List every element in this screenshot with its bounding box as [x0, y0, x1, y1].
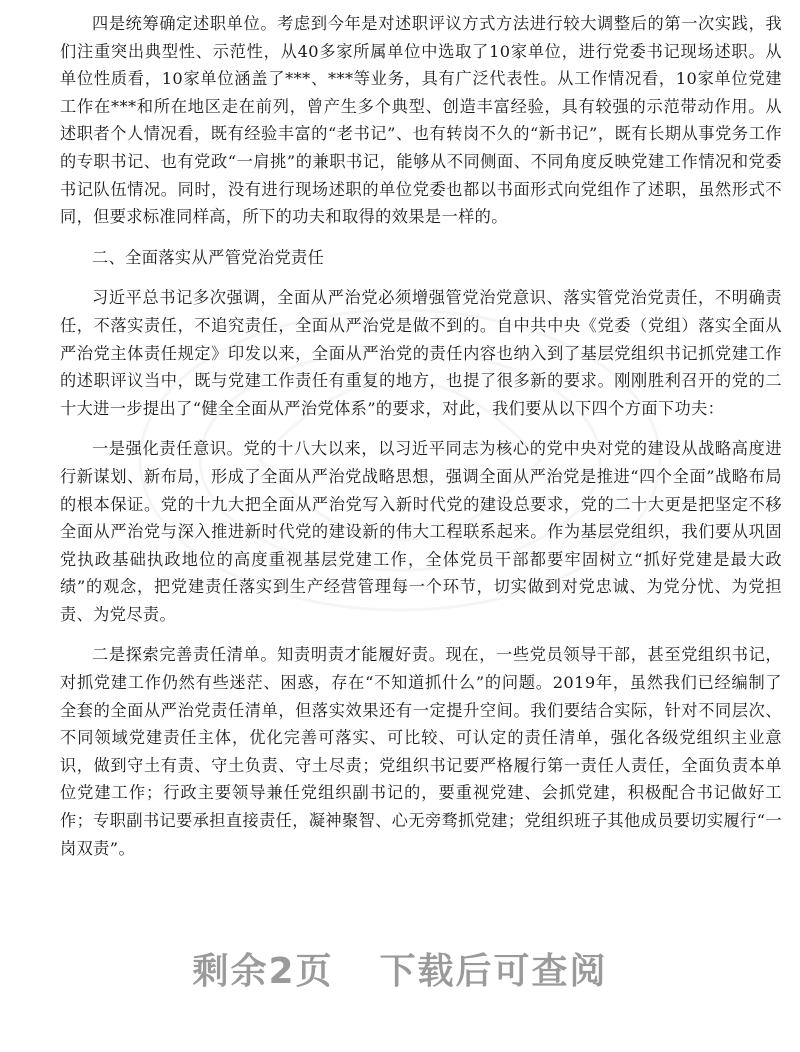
section-heading: 二、全面落实从严管党治党责任	[92, 247, 325, 267]
paragraph-3: 一是强化责任意识。党的十八大以来，以习近平同志为核心的党中央对党的建设从战略高度进行新谋划、新布局，形成了全面从严治党战略思想，强调全面从严治党是推进“四个全面”战略布局的根本保证。党的十九大把全面从严治党写入新时代党的建设总要求，党的二十大更是把坚定不移全面从严治党与深入推进新时代党的建设新的伟大工程联系起来。作为基层党组织，我们要从巩固党执政基础执政地位的高度重视基层党建工作，全体党员干部都要牢固树立“抓好党建是最大政绩”的观念，把党建责任落实到生产经营管理每一个环节，切实做到对党忠诚、为党分忧、为党担责、为党尽责。	[60, 439, 782, 624]
download-prompt-button[interactable]	[0, 944, 800, 1000]
download-to-read-label: 下载后可查阅	[379, 951, 608, 992]
document-body	[60, 10, 782, 875]
paragraph-1: 四是统筹确定述职单位。考虑到今年是对述职评议方式方法进行较大调整后的第一次实践，我们注重突出典型性、示范性，从40多家所属单位中选取了10家单位，进行党委书记现场述职。从单位性质看，10家单位涵盖了***、***等业务，具有广泛代表性。从工作情况看，10家单位党建工作在***和所在地区走在前列，曾产生多个典型、创造丰富经验，具有较强的示范带动作用。从述职者个人情况看，既有经验丰富的“老书记”、也有转岗不久的“新书记”，既有长期从事党务工作的专职书记、也有党政“一肩挑”的兼职书记，能够从不同侧面、不同角度反映党建工作情况和党委书记队伍情况。同时，没有进行现场述职的单位党委也都以书面形式向党组作了述职，虽然形式不同，但要求标准同样高，所下的功夫和取得的效果是一样的。	[60, 14, 782, 227]
paragraph-4: 二是探索完善责任清单。知责明责才能履好责。现在，一些党员领导干部，甚至党组织书记，对抓党建工作仍然有些迷茫、困惑，存在“不知道抓什么”的问题。2019年，虽然我们已经编制了全套的全面从严治党责任清单，但落实效果还有一定提升空间。我们要结合实际，针对不同层次、不同领域党建责任主体，优化完善可落实、可比较、可认定的责任清单，强化各级党组织主业意识，做到守土有责、守土负责、守土尽责；党组织书记要严格履行第一责任人责任，全面负责本单位党建工作；行政主要领导兼任党组织副书记的，要重视党建、会抓党建，积极配合书记做好工作；专职副书记要承担直接责任，凝神聚智、心无旁骛抓党建；党组织班子其他成员要切实履行“一岗双责”。	[60, 645, 782, 858]
paragraph-2: 习近平总书记多次强调，全面从严治党必须增强管党治党意识、落实管党治党责任，不明确责任，不落实责任，不追究责任，全面从严治党是做不到的。自中共中央《党委（党组）落实全面从严治党主体责任规定》印发以来，全面从严治党的责任内容也纳入到了基层党组织书记抓党建工作的述职评议当中，既与党建工作责任有重复的地方，也提了很多新的要求。刚刚胜利召开的党的二十大进一步提出了“健全全面从严治党体系”的要求，对此，我们要从以下四个方面下功夫：	[60, 288, 782, 418]
remaining-pages-label: 剩余2页	[192, 951, 334, 992]
